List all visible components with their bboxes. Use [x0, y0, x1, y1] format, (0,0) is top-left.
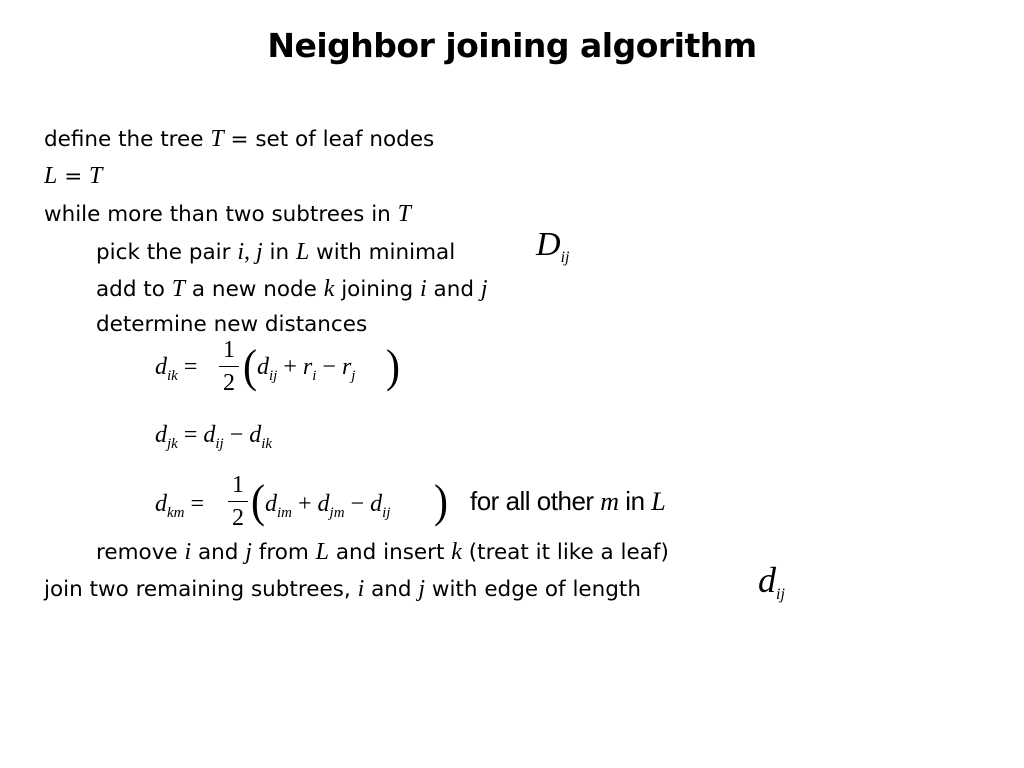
eq-equals: = [190, 491, 205, 517]
text: with edge of length [425, 577, 641, 602]
symbol-d-ij [758, 562, 785, 603]
text: remove [96, 540, 185, 565]
eq-symbol: r [302, 354, 313, 380]
text: join two remaining subtrees, [44, 577, 358, 602]
step-join-remaining [44, 577, 641, 601]
eq-subscript: ik [167, 368, 178, 384]
equation-d-jk [155, 423, 272, 452]
text: pick the pair [96, 240, 238, 265]
symbol-m: m [600, 487, 619, 516]
text: and insert [329, 540, 452, 565]
eq-symbol: d [370, 491, 383, 517]
symbol-D: D [536, 226, 561, 263]
fraction-denominator: 2 [223, 370, 235, 396]
eq-subscript: jk [167, 436, 178, 452]
eq-operator: + [298, 491, 312, 517]
equation-d-ik-terms [257, 355, 355, 384]
step-add-node [96, 277, 487, 301]
text: and [191, 540, 246, 565]
close-paren: ) [386, 341, 400, 393]
text: for all other [470, 486, 601, 516]
eq-subscript: ik [261, 436, 273, 452]
fraction-numerator: 1 [223, 337, 235, 363]
eq-operator: − [229, 422, 244, 448]
fraction-numerator: 1 [232, 472, 244, 498]
subscript-ij: ij [560, 249, 570, 266]
eq-symbol: d [265, 491, 277, 517]
symbol-L: L [295, 239, 310, 265]
step-remove-insert [96, 540, 669, 564]
fraction-denominator: 2 [232, 505, 244, 531]
text: add to [96, 277, 172, 302]
equation-d-ik [155, 355, 197, 384]
eq-equals: = [183, 422, 198, 448]
symbol-i: i [420, 276, 427, 302]
text: = set of leaf nodes [223, 127, 435, 152]
text: (treat it like a leaf) [461, 540, 669, 565]
symbol-L: L [315, 539, 330, 565]
text: in [262, 240, 296, 265]
eq-symbol: d [155, 491, 167, 517]
symbol-L: L [651, 487, 666, 516]
eq-symbol: d [155, 422, 167, 448]
symbol-T: T [397, 201, 411, 227]
slide-title: Neighbor joining algorithm [267, 26, 757, 65]
eq-subscript: jm [329, 505, 345, 521]
symbol-L: L [44, 163, 58, 189]
symbol-T: T [210, 126, 224, 152]
symbol-i: i [184, 539, 192, 565]
text: and [364, 577, 419, 602]
fraction-one-half [228, 473, 248, 530]
step-define-tree [44, 127, 434, 151]
eq-operator: − [322, 354, 336, 380]
text: from [251, 540, 316, 565]
symbol-k: k [451, 539, 462, 565]
eq-symbol: d [249, 422, 262, 448]
step-pick-pair [96, 240, 455, 264]
symbol-T: T [171, 276, 186, 302]
equation-d-km-terms [265, 492, 390, 521]
eq-symbol: d [257, 354, 269, 380]
symbol-j: j [245, 539, 252, 565]
open-paren: ( [251, 476, 265, 528]
eq-equals: = [183, 354, 198, 380]
text: in [618, 486, 652, 516]
eq-symbol: d [317, 491, 330, 517]
symbol-i: i [357, 576, 365, 602]
subscript-ij: ij [776, 586, 785, 603]
eq-subscript: ij [269, 368, 278, 384]
text: a new node [185, 277, 324, 302]
close-paren: ) [434, 476, 448, 528]
eq-operator: + [283, 354, 297, 380]
text: and [426, 277, 481, 302]
symbol-T: T [89, 163, 103, 189]
open-paren: ( [243, 341, 257, 393]
symbol-k: k [323, 276, 335, 302]
text: = [57, 164, 90, 189]
step-assign-L [44, 164, 102, 188]
eq-operator: − [350, 491, 365, 517]
fraction-bar [219, 366, 239, 367]
eq-subscript: km [167, 505, 185, 521]
equation-d-km [155, 492, 204, 521]
eq-subscript: j [351, 368, 356, 384]
symbol-j: j [418, 576, 426, 602]
equation-condition [470, 488, 665, 515]
text: while more than two subtrees in [44, 202, 398, 227]
symbol-j: j [480, 276, 488, 302]
fraction-one-half [219, 338, 239, 395]
text: joining [334, 277, 421, 302]
step-determine-distances [96, 314, 367, 336]
eq-subscript: im [277, 505, 292, 521]
fraction-bar [228, 501, 248, 502]
symbol-D-ij [536, 228, 569, 266]
text: define the tree [44, 127, 211, 152]
eq-subscript: i [312, 368, 317, 384]
symbol-ij: i, j [237, 239, 263, 265]
eq-symbol: d [203, 422, 216, 448]
symbol-d: d [758, 560, 776, 600]
eq-symbol: d [155, 354, 167, 380]
text: with minimal [309, 240, 456, 265]
eq-subscript: ij [382, 505, 391, 521]
eq-subscript: ij [215, 436, 224, 452]
step-while-loop [44, 202, 411, 226]
eq-symbol: r [341, 354, 352, 380]
text: determine new distances [96, 312, 368, 337]
